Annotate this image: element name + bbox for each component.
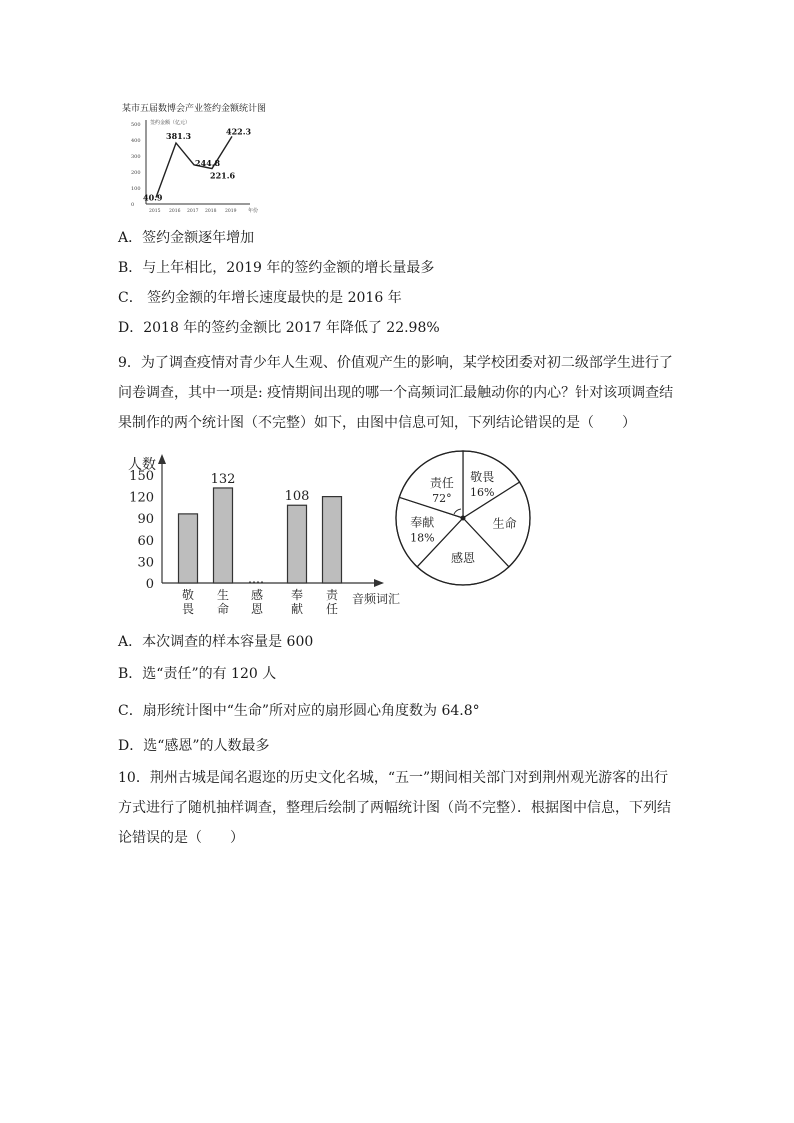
q8-option-a: A．签约金额逐年增加: [118, 230, 255, 246]
bar-chart-category-label: 奉献: [290, 588, 304, 616]
line-chart-xtick: 2019: [225, 209, 237, 214]
q8-option-b: B．与上年相比，2019 年的签约金额的增长量最多: [118, 260, 435, 276]
pie-chart-slice-label: 感恩: [450, 551, 476, 565]
bar-chart-ytick: 60: [137, 533, 154, 549]
line-chart-ytick: 300: [131, 154, 141, 160]
pie-chart-slice-label: 生命: [492, 516, 517, 531]
line-chart-ytick: 400: [131, 138, 141, 144]
bar-chart-bar: [179, 514, 198, 583]
line-chart: [118, 114, 278, 216]
line-chart-ytick: 500: [131, 122, 141, 128]
line-chart-ylabel: 签约金额（亿元）: [150, 120, 191, 126]
q9-option-b: B．选“责任”的有 120 人: [118, 666, 277, 682]
pie-chart-slice-value: 18%: [410, 531, 435, 545]
line-chart-data-label: 40.9: [143, 192, 163, 203]
q9-option-c: C．扇形统计图中“生命”所对应的扇形圆心角度数为 64.8°: [118, 703, 480, 719]
q8-option-c: C． 签约金额的年增长速度最快的是 2016 年: [118, 290, 402, 306]
pie-chart-slice-label: 奉献: [410, 515, 435, 530]
line-chart-xtick: 2018: [205, 209, 217, 214]
bar-chart-category-label: 感恩: [250, 588, 264, 616]
line-chart-xtick: 2016: [169, 209, 181, 214]
bar-chart-category-label: 敬畏: [181, 588, 195, 616]
bar-chart-value-label: 132: [210, 471, 236, 487]
q9-option-d: D．选“感恩”的人数最多: [118, 738, 270, 754]
q9-stem: 9．为了调查疫情对青少年人生观、价值观产生的影响，某学校团委对初二级部学生进行了问卷调查，其中一项是: 疫情期间出现的哪一个高频词汇最触动你的内心？针对该项调查结果制作的两个统计图（不完整）如下，由图中信息可知，下列结论错误的是（ ）: [118, 355, 674, 431]
bar-chart-x-arrow: [374, 579, 384, 587]
bar-chart-ytick: 120: [129, 490, 154, 506]
bar-chart-xlabel: 音频词汇: [352, 592, 401, 606]
bar-chart-ytick: 30: [137, 555, 154, 571]
bar-chart-ytick: 150: [129, 469, 154, 484]
q8-option-d: D．2018 年的签约金额比 2017 年降低了 22.98%: [118, 320, 440, 336]
bar-chart-ytick: 0: [145, 577, 154, 592]
bar-chart-bar: [214, 488, 233, 583]
bar-chart-ylabel: 人数: [128, 457, 156, 473]
pie-chart-center: [461, 516, 466, 521]
line-chart-title: 某市五届数博会产业签约金额统计图: [122, 104, 267, 114]
line-chart-xtick: 2015: [149, 209, 161, 214]
bar-chart-value-label: 108: [284, 489, 310, 505]
line-chart-ytick: 200: [131, 170, 141, 176]
line-chart-series: [156, 136, 232, 197]
pie-chart-slice-label: 责任: [429, 475, 454, 490]
line-chart-ytick: 0: [131, 202, 135, 208]
line-chart-ytick: 100: [131, 186, 141, 192]
line-chart-xlabel: 年份: [248, 208, 259, 214]
bar-chart-category-label: 生命: [216, 588, 230, 616]
pie-chart-slice-label: 敬畏: [470, 469, 495, 484]
bar-chart-ytick: 90: [137, 512, 154, 528]
pie-chart: [392, 447, 542, 597]
bar-chart-y-arrow: [158, 454, 166, 464]
q9-option-a: A．本次调查的样本容量是 600: [118, 634, 314, 650]
line-chart-data-label: 422.3: [226, 126, 252, 137]
q10-stem: 10．荆州古城是闻名遐迩的历史文化名城，“五一”期间相关部门对到荆州观光游客的出行方式进行了随机抽样调查，整理后绘制了两幅统计图（尚不完整）．根据图中信息，下列结论错误的是（ ）: [118, 770, 671, 846]
bar-chart: [120, 450, 410, 620]
bar-chart-bar: [288, 505, 307, 583]
pie-chart-slice-value: 72°: [432, 491, 452, 505]
line-chart-xtick: 2017: [187, 209, 199, 214]
bar-chart-bar: [323, 497, 342, 583]
line-chart-data-label: 244.8: [195, 157, 221, 168]
bar-chart-category-label: 责任: [325, 588, 339, 616]
line-chart-data-label: 381.3: [166, 130, 192, 141]
pie-chart-slice-value: 16%: [470, 485, 495, 499]
line-chart-data-label: 221.6: [210, 170, 236, 181]
